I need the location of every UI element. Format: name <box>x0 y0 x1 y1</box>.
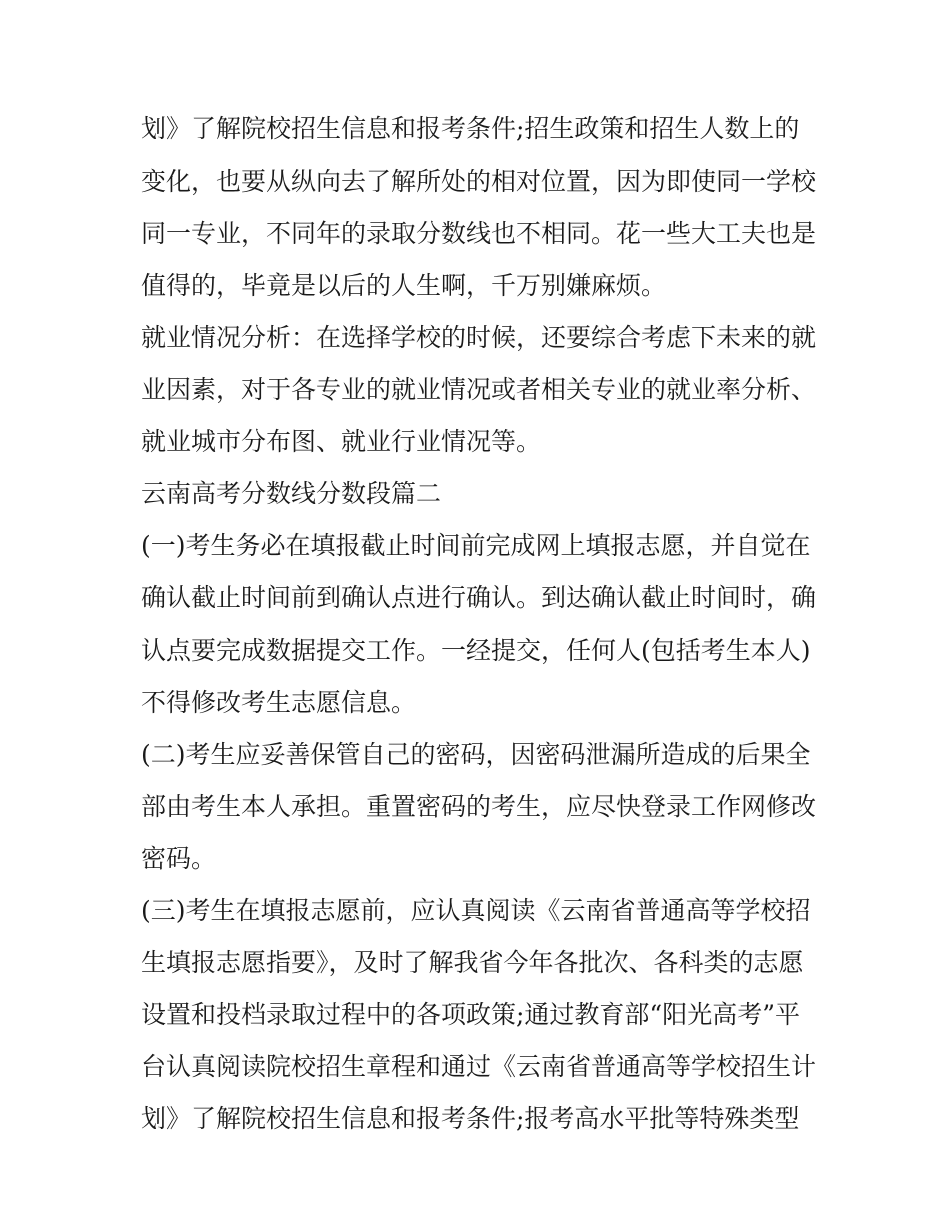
text-line: 变化，也要从纵向去了解所处的相对位置，因为即使同一学校 <box>141 167 817 196</box>
text-line: 台认真阅读院校招生章程和通过《云南省普通高等学校招生计 <box>141 1052 817 1081</box>
text-line: 划》了解院校招生信息和报考条件;招生政策和招生人数上的 <box>141 114 800 143</box>
text-line: 生填报志愿指要》，及时了解我省今年各批次、各科类的志愿 <box>141 948 804 977</box>
text-line: 值得的，毕竟是以后的人生啊，千万别嫌麻烦。 <box>141 271 667 300</box>
text-line: 划》了解院校招生信息和报考条件;报考高水平批等特殊类型 <box>141 1104 800 1133</box>
text-line: 业因素，对于各专业的就业情况或者相关专业的就业率分析、 <box>141 375 817 404</box>
text-line: (一)考生务必在填报截止时间前完成网上填报志愿，并自觉在 <box>141 531 811 560</box>
text-line: 同一专业，不同年的录取分数线也不相同。花一些大工夫也是 <box>141 219 817 248</box>
text-line: 确认截止时间前到确认点进行确认。到达确认截止时间时，确 <box>141 583 817 612</box>
text-line: (三)考生在填报志愿前，应认真阅读《云南省普通高等学校招 <box>141 896 811 925</box>
text-line: 密码。 <box>141 844 217 873</box>
text-line: (二)考生应妥善保管自己的密码，因密码泄漏所造成的后果全 <box>141 740 811 769</box>
text-line: 就业城市分布图、就业行业情况等。 <box>141 427 542 456</box>
text-line: 不得修改考生志愿信息。 <box>141 688 417 717</box>
text-line: 认点要完成数据提交工作。一经提交，任何人(包括考生本人) <box>141 636 811 665</box>
text-line: 设置和投档录取过程中的各项政策;通过教育部“阳光高考”平 <box>141 1000 800 1029</box>
text-line: 部由考生本人承担。重置密码的考生，应尽快登录工作网修改 <box>141 792 817 821</box>
section-heading: 云南高考分数线分数段篇二 <box>141 479 442 508</box>
text-line: 就业情况分析：在选择学校的时候，还要综合考虑下未来的就 <box>141 323 817 352</box>
